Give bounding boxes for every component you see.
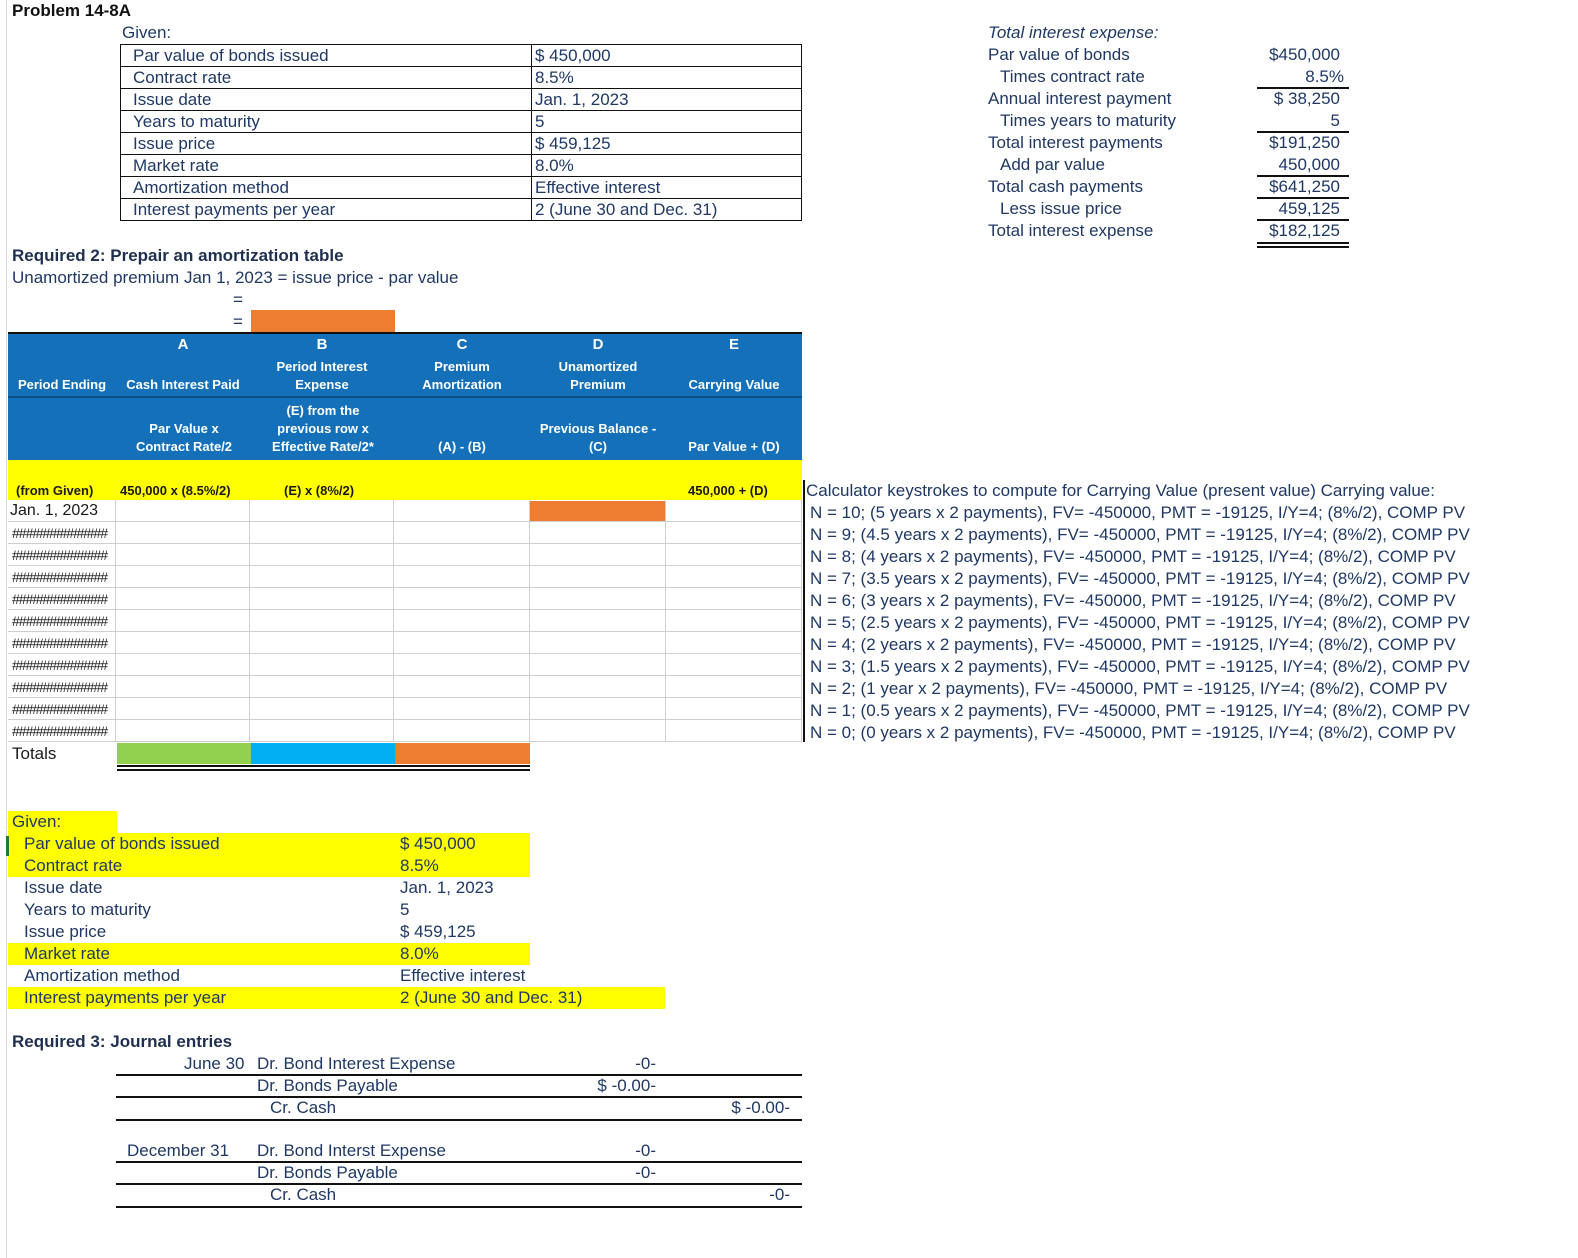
required2-subtitle: Unamortized premium Jan 1, 2023 = issue price - par value <box>12 268 459 287</box>
col-letter: B <box>316 336 328 353</box>
given-bottom-row-value: 2 (June 30 and Dec. 31) <box>400 988 583 1007</box>
ti-label: Annual interest payment <box>988 89 1172 108</box>
table-cell[interactable] <box>394 676 530 698</box>
ti-label: Par value of bonds <box>988 45 1130 64</box>
table-cell[interactable] <box>250 588 394 610</box>
given-bottom-row-label: Market rate <box>24 944 110 963</box>
cell-cursor <box>6 836 9 856</box>
table-cell[interactable] <box>116 676 250 698</box>
col-letter: D <box>592 336 604 353</box>
table-cell[interactable] <box>116 522 250 544</box>
col-formula: Par Value + (D) <box>688 439 780 454</box>
calc-line: N = 4; (2 years x 2 payments), FV= -450000, PMT = -19125, I/Y=4; (8%/2), COMP PV <box>810 635 1456 654</box>
double-underline <box>117 765 530 767</box>
table-cell[interactable] <box>666 522 802 544</box>
table-row <box>8 720 802 742</box>
equals-sign: = <box>233 290 243 309</box>
period-ending: ############## <box>12 591 108 607</box>
given-bottom-row-value: 8.0% <box>400 944 439 963</box>
journal-debit[interactable]: -0- <box>635 1141 656 1160</box>
underline <box>1257 87 1349 89</box>
given-row <box>121 111 801 133</box>
ti-label: Less issue price <box>1000 199 1122 218</box>
journal-rule <box>116 1074 802 1076</box>
table-cell[interactable] <box>394 544 530 566</box>
ti-value: 5 <box>1330 111 1340 130</box>
table-cell[interactable] <box>394 500 530 522</box>
given-row <box>121 177 801 199</box>
period-ending: ############## <box>12 701 108 717</box>
table-row <box>8 676 802 698</box>
journal-account: Dr. Bond Interest Expense <box>257 1054 456 1073</box>
col-formula: Previous Balance - (C) <box>539 421 657 454</box>
given-bottom-row-label: Contract rate <box>24 856 123 875</box>
table-cell[interactable] <box>666 588 802 610</box>
ti-label: Total cash payments <box>988 177 1143 196</box>
given-label: Given: <box>122 23 172 42</box>
period-ending: ############## <box>12 613 108 629</box>
calc-line: N = 2; (1 year x 2 payments), FV= -450000, PMT = -19125, I/Y=4; (8%/2), COMP PV <box>810 679 1448 698</box>
table-cell[interactable] <box>250 632 394 654</box>
table-cell[interactable] <box>530 610 666 632</box>
ti-value: $450,000 <box>1269 45 1340 64</box>
given-bottom-row-label: Amortization method <box>24 966 180 985</box>
journal-rule <box>116 1161 802 1163</box>
given-row-value: 5 <box>535 112 545 131</box>
calc-line: N = 0; (0 years x 2 payments), FV= -450000, PMT = -19125, I/Y=4; (8%/2), COMP PV <box>810 723 1456 742</box>
period-ending: ############## <box>12 635 108 651</box>
given-bottom-row-label: Interest payments per year <box>24 988 227 1007</box>
ti-label: Total interest expense <box>988 221 1154 240</box>
underline <box>1257 131 1349 133</box>
given-row <box>121 133 801 155</box>
given-row-value: $ 459,125 <box>535 134 611 153</box>
col-header: Cash Interest Paid <box>126 377 240 392</box>
journal-account: Dr. Bond Interst Expense <box>257 1141 446 1160</box>
given-row-value: $ 450,000 <box>535 46 611 65</box>
ti-value: 450,000 <box>1278 155 1340 174</box>
journal-account: Cr. Cash <box>270 1098 337 1117</box>
table-cell[interactable] <box>116 544 250 566</box>
ti-label: Add par value <box>1000 155 1105 174</box>
table-cell[interactable] <box>530 676 666 698</box>
given-row-value: 8.5% <box>535 68 574 87</box>
ti-label: Total interest payments <box>988 133 1163 152</box>
table-row <box>8 654 802 676</box>
table-cell[interactable] <box>394 610 530 632</box>
given-bottom-row-label: Issue date <box>24 878 103 897</box>
journal-title: Required 3: Journal entries <box>12 1032 233 1051</box>
ti-value: 8.5% <box>1305 67 1344 86</box>
table-cell[interactable] <box>666 632 802 654</box>
journal-debit[interactable]: -0- <box>635 1054 656 1073</box>
table-cell[interactable] <box>8 500 116 522</box>
given-row-label: Years to maturity <box>121 111 532 132</box>
calc-line: N = 9; (4.5 years x 2 payments), FV= -450000, PMT = -19125, I/Y=4; (8%/2), COMP PV <box>810 525 1470 544</box>
given-row <box>121 89 801 111</box>
journal-account: Cr. Cash <box>270 1185 337 1204</box>
ti-value: 459,125 <box>1278 199 1340 218</box>
table-cell[interactable] <box>250 500 394 522</box>
given-bottom-row-value: $ 450,000 <box>400 834 476 853</box>
underline <box>1257 175 1349 177</box>
table-cell[interactable] <box>394 588 530 610</box>
table-cell[interactable] <box>394 698 530 720</box>
table-cell[interactable] <box>394 632 530 654</box>
table-cell[interactable] <box>394 522 530 544</box>
table-cell[interactable] <box>530 544 666 566</box>
ti-label: Times contract rate <box>1000 67 1145 86</box>
given-bottom-label: Given: <box>12 812 62 831</box>
table-cell[interactable] <box>394 720 530 742</box>
hint: (from Given) <box>16 483 94 498</box>
table-cell[interactable] <box>666 720 802 742</box>
journal-rule <box>116 1096 802 1098</box>
table-cell[interactable] <box>116 588 250 610</box>
calc-line: N = 3; (1.5 years x 2 payments), FV= -450000, PMT = -19125, I/Y=4; (8%/2), COMP PV <box>810 657 1470 676</box>
journal-credit[interactable]: -0- <box>769 1185 790 1204</box>
period-ending: ############## <box>12 569 108 585</box>
table-cell[interactable] <box>530 632 666 654</box>
given-row <box>121 199 801 220</box>
table-cell[interactable] <box>8 566 116 588</box>
col-letter: A <box>177 336 189 353</box>
hint: (E) x (8%/2) <box>284 483 355 498</box>
calc-line: N = 6; (3 years x 2 payments), FV= -450000, PMT = -19125, I/Y=4; (8%/2), COMP PV <box>810 591 1456 610</box>
given-bottom-row-value: Jan. 1, 2023 <box>400 878 494 897</box>
table-row <box>8 544 802 566</box>
period-ending: ############## <box>12 657 108 673</box>
problem-title: Problem 14-8A <box>12 1 132 20</box>
calc-line: N = 5; (2.5 years x 2 payments), FV= -450000, PMT = -19125, I/Y=4; (8%/2), COMP PV <box>810 613 1470 632</box>
premium-answer-cell[interactable] <box>251 310 395 332</box>
given-bottom-row-value: Effective interest <box>400 966 526 985</box>
table-cell[interactable] <box>250 654 394 676</box>
given-bottom-row-label: Issue price <box>24 922 107 941</box>
period-ending: ############## <box>12 525 108 541</box>
equals-sign: = <box>233 312 243 331</box>
table-row <box>8 588 802 610</box>
table-cell[interactable] <box>8 544 116 566</box>
hint: 450,000 + (D) <box>688 483 768 498</box>
table-cell[interactable] <box>8 632 116 654</box>
given-row <box>121 45 801 67</box>
table-cell[interactable] <box>250 720 394 742</box>
table-cell[interactable] <box>116 654 250 676</box>
table-row <box>8 610 802 632</box>
total-premium-amortization-cell[interactable] <box>395 743 530 764</box>
table-cell[interactable] <box>530 698 666 720</box>
table-cell[interactable] <box>116 632 250 654</box>
table-cell[interactable] <box>116 698 250 720</box>
given-bottom-row-value: $ 459,125 <box>400 922 476 941</box>
journal-debit[interactable]: $ -0.00- <box>597 1076 656 1095</box>
col-header: Premium Amortization <box>422 359 502 392</box>
journal-account: Dr. Bonds Payable <box>257 1076 398 1095</box>
table-cell[interactable] <box>8 588 116 610</box>
total-interest-title: Total interest expense: <box>988 23 1159 42</box>
col-letter: E <box>728 336 739 353</box>
table-cell[interactable] <box>666 500 802 522</box>
table-cell[interactable] <box>8 654 116 676</box>
underline <box>1257 219 1349 221</box>
journal-debit[interactable]: -0- <box>635 1163 656 1182</box>
table-row <box>8 500 802 522</box>
table-cell[interactable] <box>8 698 116 720</box>
col-formula: Par Value x Contract Rate/2 <box>135 421 233 454</box>
given-bottom-row-label: Par value of bonds issued <box>24 834 220 853</box>
total-cash-interest-cell[interactable] <box>117 743 251 764</box>
double-underline <box>1257 246 1349 248</box>
given-table <box>120 44 802 221</box>
table-cell[interactable] <box>250 610 394 632</box>
table-row <box>8 698 802 720</box>
table-row <box>8 522 802 544</box>
table-cell[interactable] <box>530 588 666 610</box>
ti-value: $191,250 <box>1269 133 1340 152</box>
journal-rule <box>116 1206 802 1208</box>
col-letter: C <box>456 336 468 353</box>
table-cell[interactable] <box>116 720 250 742</box>
table-cell[interactable] <box>250 698 394 720</box>
given-bottom-row-label: Years to maturity <box>24 900 151 919</box>
calc-border <box>803 480 805 742</box>
calc-line: N = 1; (0.5 years x 2 payments), FV= -450000, PMT = -19125, I/Y=4; (8%/2), COMP PV <box>810 701 1470 720</box>
col-formula: (E) from the previous row x Effective Rate/2* <box>272 403 374 454</box>
given-row <box>121 67 801 89</box>
given-row-label: Issue date <box>121 89 532 110</box>
given-row-label: Interest payments per year <box>121 199 532 220</box>
table-cell[interactable] <box>530 720 666 742</box>
table-header <box>8 332 802 462</box>
given-row-value: 2 (June 30 and Dec. 31) <box>535 200 718 219</box>
table-cell[interactable] <box>250 544 394 566</box>
col-header: Unamortized Premium <box>558 359 638 392</box>
table-cell[interactable] <box>116 610 250 632</box>
given-row-value: Jan. 1, 2023 <box>535 90 629 109</box>
period-ending: ############## <box>12 723 108 739</box>
table-cell[interactable] <box>8 676 116 698</box>
given-row <box>121 155 801 177</box>
table-cell[interactable] <box>530 522 666 544</box>
dec-date: December 31 <box>127 1141 230 1160</box>
table-cell[interactable] <box>666 566 802 588</box>
hint: 450,000 x (8.5%/2) <box>120 483 231 498</box>
table-cell[interactable] <box>394 566 530 588</box>
given-row-label: Contract rate <box>121 67 532 88</box>
journal-credit[interactable]: $ -0.00- <box>731 1098 790 1117</box>
given-row-value: 8.0% <box>535 156 574 175</box>
table-cell[interactable] <box>666 610 802 632</box>
table-cell[interactable] <box>116 566 250 588</box>
table-cell[interactable] <box>8 522 116 544</box>
underline <box>1257 197 1349 199</box>
table-cell[interactable] <box>250 676 394 698</box>
table-cell[interactable] <box>530 654 666 676</box>
journal-account: Dr. Bonds Payable <box>257 1163 398 1182</box>
table-cell[interactable] <box>394 654 530 676</box>
june-date: June 30 <box>184 1054 245 1073</box>
given-bottom-row-value: 5 <box>400 900 410 919</box>
ti-value: $ 38,250 <box>1273 89 1340 108</box>
given-row-label: Par value of bonds issued <box>121 45 532 66</box>
col-header: Period Interest Expense <box>276 359 368 392</box>
ti-value: $641,250 <box>1269 177 1340 196</box>
totals-label: Totals <box>12 744 57 763</box>
given-row-value: Effective interest <box>535 178 661 197</box>
table-cell[interactable] <box>250 566 394 588</box>
table-cell[interactable] <box>116 500 250 522</box>
table-cell[interactable] <box>666 676 802 698</box>
row-header-strip <box>0 0 7 1258</box>
given-row-label: Issue price <box>121 133 532 154</box>
table-cell[interactable] <box>666 698 802 720</box>
ti-label: Times years to maturity <box>1000 111 1177 130</box>
double-underline <box>1257 242 1349 244</box>
journal-rule <box>116 1119 802 1121</box>
period-ending: ############## <box>12 547 108 563</box>
calc-line: N = 10; (5 years x 2 payments), FV= -450000, PMT = -19125, I/Y=4; (8%/2), COMP PV <box>810 503 1466 522</box>
total-interest-expense-cell[interactable] <box>251 743 395 764</box>
calc-line: N = 8; (4 years x 2 payments), FV= -450000, PMT = -19125, I/Y=4; (8%/2), COMP PV <box>810 547 1456 566</box>
given-row-label: Market rate <box>121 155 532 176</box>
period-ending: Jan. 1, 2023 <box>10 502 99 519</box>
required2-title: Required 2: Prepair an amortization table <box>12 246 344 265</box>
period-ending: ############## <box>12 679 108 695</box>
given-row-label: Amortization method <box>121 177 532 198</box>
col-formula: (A) - (B) <box>438 439 486 454</box>
col-header: Carrying Value <box>688 377 780 392</box>
table-cell[interactable] <box>8 610 116 632</box>
given-bottom-row-value: 8.5% <box>400 856 439 875</box>
table-cell[interactable] <box>530 566 666 588</box>
formula-hint-row <box>8 460 802 500</box>
journal-rule <box>116 1183 802 1185</box>
double-underline <box>117 769 530 771</box>
table-row <box>8 632 802 654</box>
ti-value: $182,125 <box>1269 221 1340 240</box>
calc-intro: Calculator keystrokes to compute for Carrying Value (present value) Carrying value: <box>806 481 1435 500</box>
calc-line: N = 7; (3.5 years x 2 payments), FV= -450000, PMT = -19125, I/Y=4; (8%/2), COMP PV <box>810 569 1470 588</box>
table-cell[interactable] <box>666 654 802 676</box>
table-cell[interactable] <box>666 544 802 566</box>
table-cell[interactable] <box>250 522 394 544</box>
table-cell[interactable] <box>8 720 116 742</box>
table-row <box>8 566 802 588</box>
table-cell[interactable] <box>530 501 666 522</box>
col-header: Period Ending <box>17 377 107 392</box>
